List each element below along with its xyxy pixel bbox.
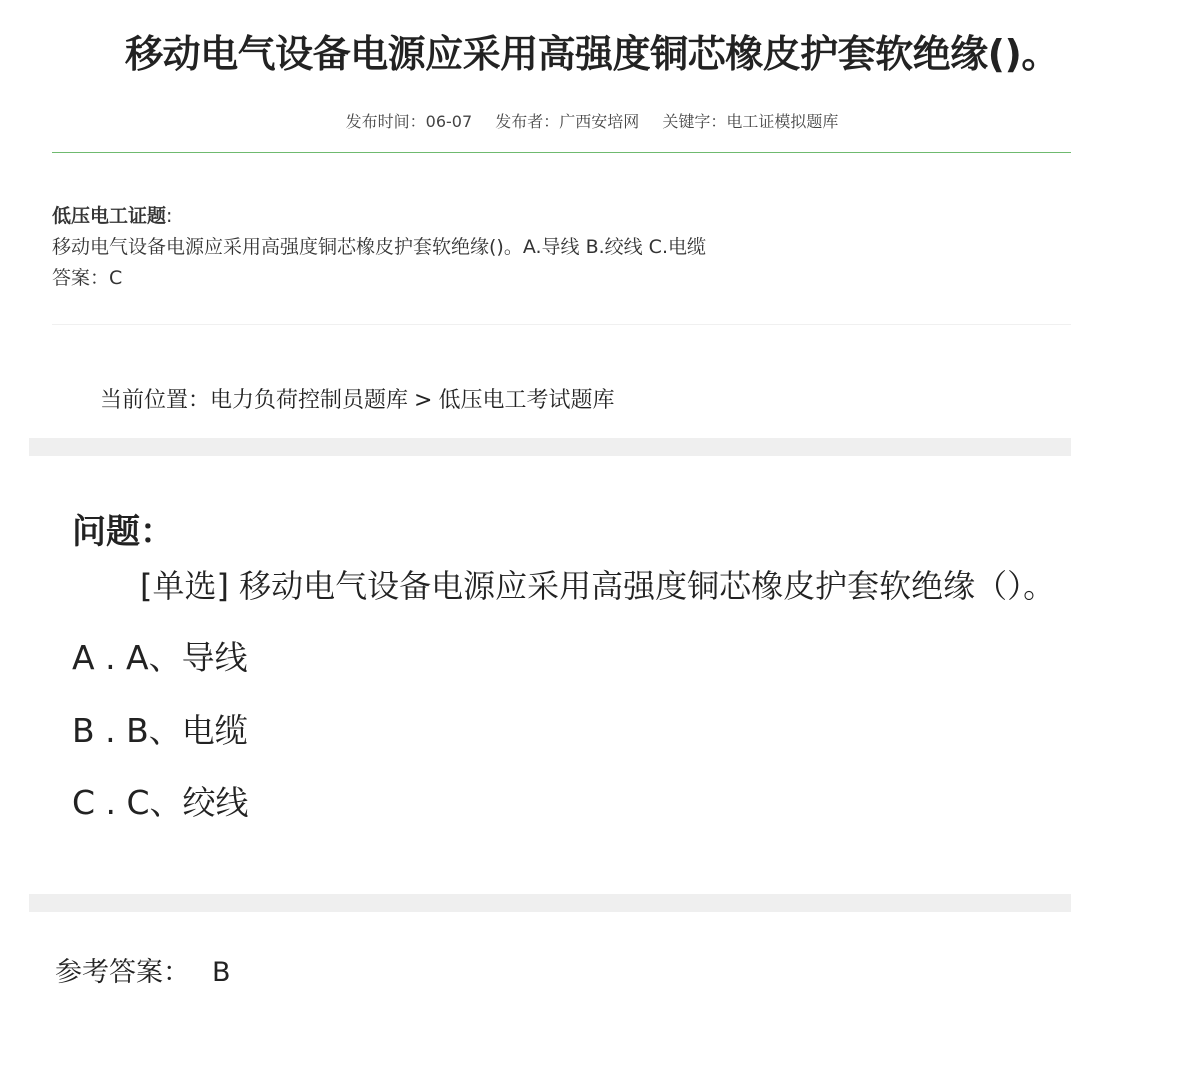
breadcrumb-prefix: 当前位置： <box>100 388 211 413</box>
question-text: [单选] 移动电气设备电源应采用高强度铜芯橡皮护套软绝缘（）。 <box>140 567 1056 605</box>
option-a[interactable]: A . A、导线 <box>72 638 248 677</box>
breadcrumb-item-low-voltage[interactable]: 低压电工考试题库 <box>438 388 615 413</box>
title-divider <box>52 152 1071 153</box>
breadcrumb <box>100 384 614 418</box>
option-b[interactable]: B . B、电缆 <box>72 711 248 750</box>
keywords: 关键字：电工证模拟题库 <box>662 112 839 131</box>
reference-answer-value: B <box>212 957 231 988</box>
reference-answer-label: 参考答案： <box>55 957 190 988</box>
article-meta <box>52 110 1132 134</box>
summary-label: 低压电工证题 <box>52 205 167 227</box>
summary-answer: 答案：C <box>52 267 123 289</box>
summary-label-line <box>52 201 1071 232</box>
summary-colon: : <box>166 205 173 227</box>
summary-block <box>52 201 1071 294</box>
question-heading: 问题： <box>72 512 174 552</box>
option-c[interactable]: C . C、绞线 <box>72 783 249 822</box>
article-title: 移动电气设备电源应采用高强度铜芯橡皮护套软绝缘()。 <box>125 32 1059 76</box>
summary-question: 移动电气设备电源应采用高强度铜芯橡皮护套软绝缘()。A.导线 B.绞线 C.电缆 <box>52 236 706 258</box>
reference-answer <box>55 953 231 993</box>
section-divider-bar <box>29 894 1071 912</box>
breadcrumb-separator: > <box>414 388 433 413</box>
publish-time: 发布时间：06-07 <box>345 112 473 131</box>
breadcrumb-item-power-load[interactable]: 电力负荷控制员题库 <box>210 388 409 413</box>
section-divider-bar <box>29 438 1071 456</box>
summary-divider <box>52 324 1071 325</box>
publisher: 发布者：广西安培网 <box>495 112 640 131</box>
